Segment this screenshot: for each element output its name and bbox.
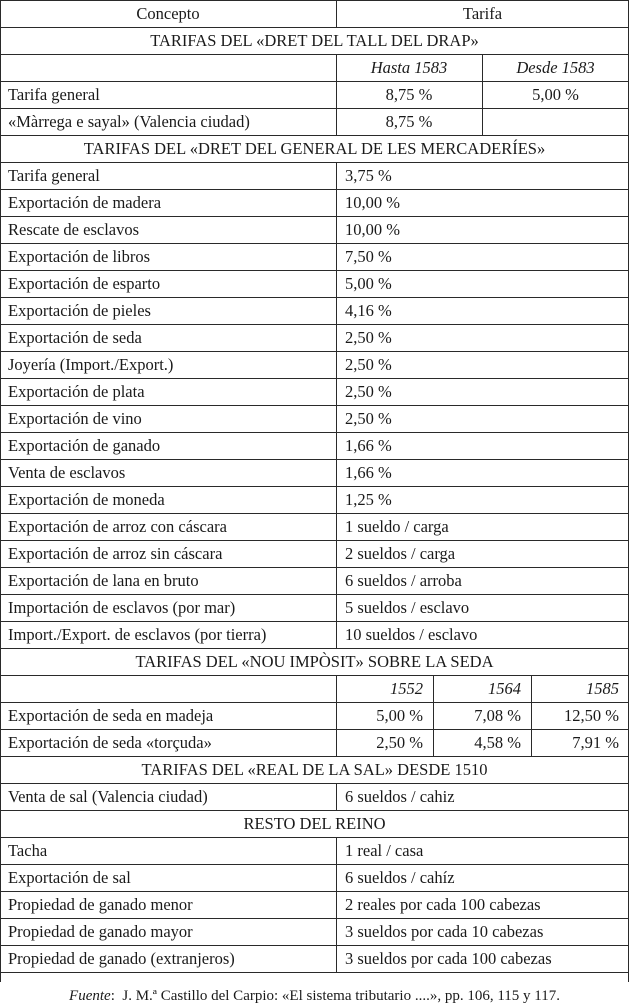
rate-cell: 5 sueldos / esclavo [345, 598, 470, 617]
column-divider [336, 945, 337, 972]
column-divider [482, 108, 483, 135]
section-title: TARIFAS DEL «NOU IMPÒSIT» SOBRE LA SEDA [135, 652, 494, 671]
rate-cell: 3,75 % [345, 166, 392, 185]
rate-cell: 2,50 % [376, 733, 423, 752]
column-divider [336, 837, 337, 864]
concept-cell: Propiedad de ganado menor [8, 895, 193, 914]
concept-cell: Exportación de vino [8, 409, 142, 428]
concept-cell: Exportación de arroz sin cáscara [8, 544, 223, 563]
rate-cell: 3 sueldos por cada 10 cabezas [345, 922, 544, 941]
rate-cell: 2,50 % [345, 355, 392, 374]
column-divider [531, 675, 532, 702]
rate-cell: 10 sueldos / esclavo [345, 625, 478, 644]
rate-cell: 6 sueldos / cahiz [345, 787, 455, 806]
rate-cell: 2,50 % [345, 382, 392, 401]
column-divider [336, 729, 337, 756]
concept-cell: Exportación de sal [8, 868, 131, 887]
subheader-hasta: Hasta 1583 [370, 58, 448, 77]
concept-cell: Venta de esclavos [8, 463, 126, 482]
column-divider [336, 513, 337, 540]
concept-cell: Exportación de moneda [8, 490, 165, 509]
rate-cell: 12,50 % [564, 706, 619, 725]
column-divider [336, 918, 337, 945]
section-title: TARIFAS DEL «DRET DEL GENERAL DE LES MERCADERÍES» [83, 139, 546, 158]
concept-cell: Propiedad de ganado mayor [8, 922, 193, 941]
section-title: RESTO DEL REINO [243, 814, 386, 833]
rate-cell: 3 sueldos por cada 100 cabezas [345, 949, 552, 968]
column-divider [482, 81, 483, 108]
column-divider [336, 0, 337, 27]
concept-cell: Rescate de esclavos [8, 220, 140, 239]
rate-cell: 1,66 % [345, 463, 392, 482]
concept-cell: Propiedad de ganado (extranjeros) [8, 949, 235, 968]
rate-cell: 8,75 % [385, 112, 433, 131]
concept-cell: «Màrrega e sayal» (Valencia ciudad) [8, 112, 250, 131]
rate-cell: 2 reales por cada 100 cabezas [345, 895, 541, 914]
concept-cell: Exportación de seda «torçuda» [8, 733, 212, 752]
rate-cell: 7,08 % [474, 706, 521, 725]
concept-cell: Tarifa general [8, 166, 100, 185]
concept-cell: Exportación de seda en madeja [8, 706, 214, 725]
column-divider [336, 351, 337, 378]
rate-cell: 7,50 % [345, 247, 392, 266]
column-divider [336, 216, 337, 243]
rate-cell: 5,00 % [376, 706, 423, 725]
rate-cell: 10,00 % [345, 193, 400, 212]
source-text: J. M.ª Castillo del Carpio: «El sistema tributario ....», pp. 106, 115 y 117. [122, 988, 560, 1004]
concept-cell: Exportación de lana en bruto [8, 571, 199, 590]
concept-cell: Exportación de plata [8, 382, 145, 401]
year-header: 1564 [488, 679, 521, 698]
concept-cell: Tarifa general [8, 85, 100, 104]
column-divider [336, 567, 337, 594]
column-divider [433, 729, 434, 756]
column-divider [336, 54, 337, 81]
rate-cell: 8,75 % [385, 85, 433, 104]
column-divider [336, 783, 337, 810]
concept-cell: Joyería (Import./Export.) [8, 355, 174, 374]
column-divider [336, 297, 337, 324]
concept-cell: Exportación de esparto [8, 274, 161, 293]
rate-cell: 5,00 % [532, 85, 579, 104]
column-divider [336, 675, 337, 702]
column-divider [336, 81, 337, 108]
column-divider [336, 243, 337, 270]
rate-cell: 1 sueldo / carga [345, 517, 449, 536]
column-divider [336, 378, 337, 405]
column-divider [336, 432, 337, 459]
concept-cell: Exportación de libros [8, 247, 151, 266]
column-divider [531, 702, 532, 729]
column-header-concept: Concepto [136, 4, 200, 23]
subheader-desde: Desde 1583 [516, 58, 595, 77]
column-divider [433, 702, 434, 729]
column-divider [336, 189, 337, 216]
concept-cell: Venta de sal (Valencia ciudad) [8, 787, 208, 806]
rate-cell: 4,58 % [474, 733, 521, 752]
column-divider [482, 54, 483, 81]
column-divider [336, 108, 337, 135]
rate-cell: 7,91 % [572, 733, 619, 752]
source-label: Fuente [69, 988, 111, 1004]
column-divider [336, 864, 337, 891]
rate-cell: 1 real / casa [345, 841, 424, 860]
concept-cell: Exportación de pieles [8, 301, 151, 320]
rate-cell: 2,50 % [345, 328, 392, 347]
concept-cell: Exportación de seda [8, 328, 142, 347]
column-divider [433, 675, 434, 702]
rate-cell: 4,16 % [345, 301, 392, 320]
rate-cell: 1,66 % [345, 436, 392, 455]
rate-cell: 2,50 % [345, 409, 392, 428]
year-header: 1552 [390, 679, 423, 698]
column-divider [336, 486, 337, 513]
column-divider [336, 540, 337, 567]
section-title: TARIFAS DEL «REAL DE LA SAL» DESDE 1510 [141, 760, 488, 779]
column-divider [336, 891, 337, 918]
column-divider [336, 621, 337, 648]
section-title: TARIFAS DEL «DRET DEL TALL DEL DRAP» [150, 31, 479, 50]
concept-cell: Import./Export. de esclavos (por tierra) [8, 625, 267, 644]
column-divider [531, 729, 532, 756]
rate-cell: 5,00 % [345, 274, 392, 293]
column-divider [336, 594, 337, 621]
column-divider [336, 270, 337, 297]
concept-cell: Tacha [8, 841, 48, 860]
rate-cell: 6 sueldos / arroba [345, 571, 462, 590]
concept-cell: Importación de esclavos (por mar) [8, 598, 236, 617]
rate-cell: 6 sueldos / cahíz [345, 868, 455, 887]
column-divider [336, 459, 337, 486]
column-header-tarifa: Tarifa [462, 4, 503, 23]
concept-cell: Exportación de ganado [8, 436, 161, 455]
column-divider [336, 324, 337, 351]
row-divider [0, 972, 629, 973]
rate-cell: 10,00 % [345, 220, 400, 239]
concept-cell: Exportación de madera [8, 193, 162, 212]
column-divider [336, 162, 337, 189]
year-header: 1585 [586, 679, 619, 698]
rate-cell: 1,25 % [345, 490, 392, 509]
concept-cell: Exportación de arroz con cáscara [8, 517, 227, 536]
rate-cell: 2 sueldos / carga [345, 544, 456, 563]
column-divider [336, 702, 337, 729]
column-divider [336, 405, 337, 432]
source-note: Fuente: J. M.ª Castillo del Carpio: «El sistema tributario ....», pp. 106, 115 y 117. [69, 988, 560, 1004]
